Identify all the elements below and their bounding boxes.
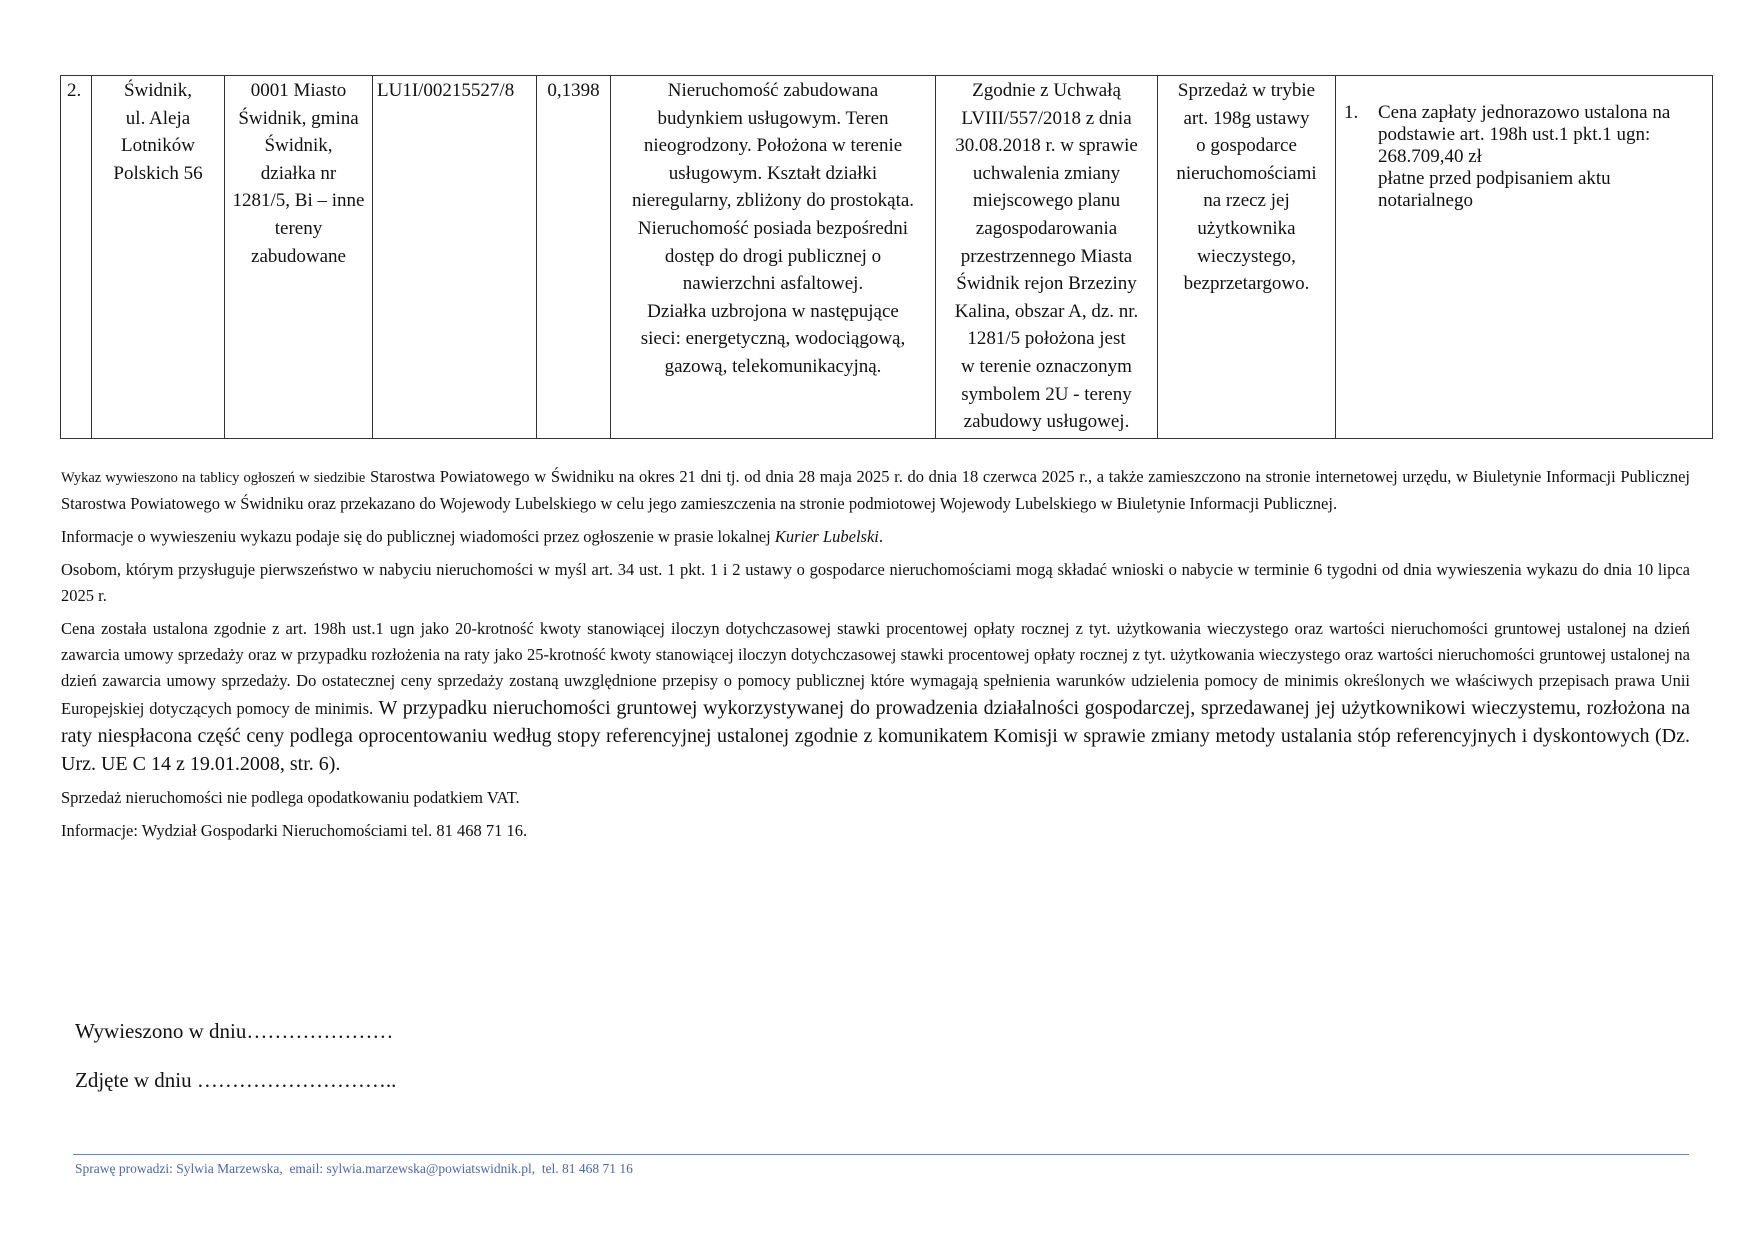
installment-interest-text: W przypadku nieruchomości gruntowej wykorzystywanej do prowadzenia działalności gospodarczej, sprzedawanej jej użytkownikowi wieczystemu, rozłożona na raty niespłacona część ceny podlega oprocentowaniu według stopy referencyjnej ustalonej zgodnie z komunikatem Komisji w sprawie zmiany metody ustalania stóp referencyjnych i dyskontowych (Dz. Urz. UE C 14 z 19.01.2008, str. 6).: [61, 697, 1690, 775]
contact-info-paragraph: Informacje: Wydział Gospodarki Nieruchomościami tel. 81 468 71 16.: [61, 821, 528, 840]
price-basis-paragraph: [61, 616, 1690, 778]
payment-text: Cena zapłaty jednorazowo ustalona na podstawie art. 198h ust.1 pkt.1 ugn: 268.709,40 zł płatne przed podpisaniem aktu notarialnego: [1378, 102, 1671, 211]
notice-text-block: [61, 464, 1690, 851]
zoning-plan-cell: Zgodnie z Uchwałą LVIII/557/2018 z dnia 30.08.2018 r. w sprawie uchwalenia zmiany miejscowego planu zagospodarowania przestrzennego Miasta Świdnik rejon Brzeziny Kalina, obszar A, dz. nr. 1281/5 położona jest w terenie oznaczonym symbolem 2U - tereny zabudowy usługowej.: [936, 76, 1158, 439]
parcel-designation-cell: 0001 Miasto Świdnik, gmina Świdnik, działka nr 1281/5, Bi – inne tereny zabudowane: [225, 76, 373, 439]
payment-cell: [1336, 76, 1713, 439]
payment-list-item: [1344, 102, 1708, 212]
description-cell: Nieruchomość zabudowana budynkiem usługowym. Teren nieogrodzony. Położona w terenie usługowym. Kształt działki nieregularny, zbliżony do prostokąta. Nieruchomość posiada bezpośredni dostęp do drogi publicznej o nawierzchni asfaltowej. Działka uzbrojona w następujące sieci: energetyczną, wodociągową, gazową, telekomunikacyjną.: [611, 76, 936, 439]
vat-paragraph: Sprzedaż nieruchomości nie podlega opodatkowaniu podatkiem VAT.: [61, 788, 520, 807]
table-row: [61, 76, 1713, 439]
press-info-paragraph: [61, 524, 1690, 550]
footer-contact-line: Sprawę prowadzi: Sylwia Marzewska, email: sylwia.marzewska@powiatswidnik.pl, tel. 81 468 71 16: [75, 1161, 633, 1176]
location-cell: Świdnik, ul. Aleja Lotników Polskich 56: [92, 76, 225, 439]
priority-rights-paragraph: Osobom, którym przysługuje pierwszeństwo w nabyciu nieruchomości w myśl art. 34 ust. 1 pkt. 1 i 2 ustawy o gospodarce nieruchomościami mogą składać wnioski o nabycie w terminie 6 tygodni od dnia wywieszenia wykazu do dnia 10 lipca 2025 r.: [61, 560, 1690, 605]
posting-info-paragraph: [61, 464, 1690, 517]
row-number-cell: 2.: [61, 76, 92, 439]
posting-info-body: Starostwa Powiatowego w Świdniku na okres 21 dni tj. od dnia 28 maja 2025 r. do dnia 18 czerwca 2025 r., a także zamieszczono na stronie internetowej urzędu, w Biuletynie Informacji Publicznej Starostwa Powiatowego w Świdniku oraz przekazano do Wojewody Lubelskiego w celu jego zamieszczenia na stronie podmiotowej Wojewody Lubelskiego w Biuletynie Informacji Publicznej.: [61, 467, 1690, 513]
payment-list-marker: 1.: [1344, 102, 1359, 123]
press-info-end: .: [878, 527, 884, 546]
posting-dates-block: [75, 1019, 396, 1117]
newspaper-name: Kurier Lubelski: [774, 527, 879, 546]
property-table: [60, 75, 1713, 439]
property-table-container: [60, 75, 1712, 439]
price-basis-text: Cena została ustalona zgodnie z art. 198h ust.1 ugn jako 20-krotność kwoty stanowiącej iloczyn dotychczasowej stawki procentowej opłaty rocznej z tyt. użytkowania wieczystego oraz wartości nieruchomości gruntowej ustalonej na dzień zawarcia umowy sprzedaży oraz w przypadku rozłożenia na raty jako 25-krotność kwoty stanowiącej iloczyn dotychczasowej stawki procentowej opłaty rocznej z tyt. użytkowania wieczystego oraz wartości nieruchomości gruntowej ustalonej na dzień zawarcia umowy sprzedaży. Do ostatecznej ceny sprzedaży zostaną uwzględnione przepisy o pomocy publicznej które wymagają spełnienia warunków udzielenia pomocy de minimis określonych we właściwych przepisach prawa Unii Europejskiej dotyczących pomocy de minimis.: [61, 619, 1690, 718]
area-cell: 0,1398: [537, 76, 611, 439]
footer-divider: [73, 1154, 1689, 1155]
posting-info-lead: Wykaz wywieszono na tablicy ogłoszeń w siedzibie: [61, 470, 366, 486]
posted-date-field: Wywieszono w dniu…………………: [75, 1019, 394, 1043]
press-info-text: Informacje o wywieszeniu wykazu podaje się do publicznej wiadomości przez ogłoszenie w prasie lokalnej: [61, 527, 775, 546]
sale-mode-cell: Sprzedaż w trybie art. 198g ustawy o gospodarce nieruchomościami na rzecz jej użytkownika wieczystego, bezprzetargowo.: [1158, 76, 1336, 439]
land-register-cell: LU1I/00215527/8: [373, 76, 537, 439]
removed-date-field: Zdjęte w dniu ………………………..: [75, 1068, 397, 1092]
